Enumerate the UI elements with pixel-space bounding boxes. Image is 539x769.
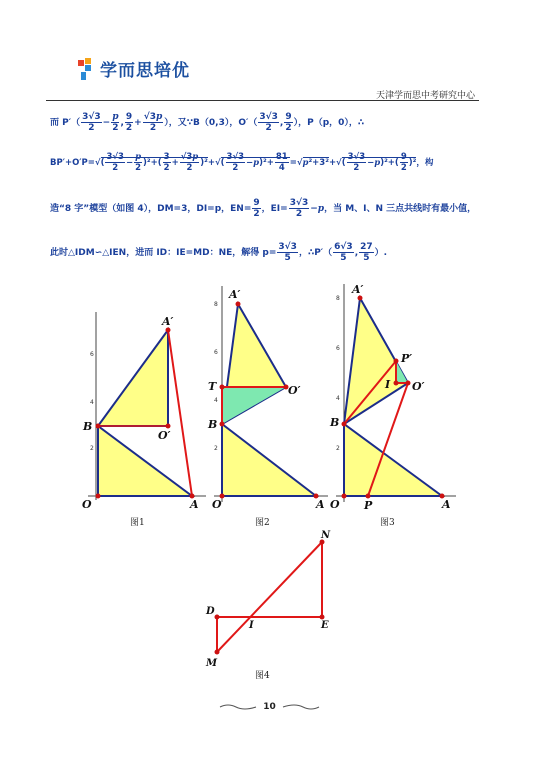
y-tick-label: 2	[214, 445, 218, 452]
point-t	[220, 385, 225, 390]
header-rule	[46, 100, 479, 101]
label-a-prime: A′	[229, 288, 241, 301]
label-o: O	[330, 498, 340, 511]
figure-2	[202, 284, 332, 516]
label-t: T	[208, 380, 217, 393]
label-o: O	[82, 498, 92, 511]
label-n: N	[321, 530, 331, 541]
logo	[78, 56, 190, 81]
triangle-lower	[344, 424, 442, 496]
label-a-prime: A′	[162, 315, 174, 328]
logo-mark-icon	[78, 58, 96, 80]
triangle-lower	[98, 426, 192, 496]
label-b: B	[208, 418, 218, 431]
label-a: A	[316, 498, 325, 511]
label-o-prime: O′	[158, 429, 171, 442]
caption-figure-2: 图2	[255, 518, 270, 528]
label-d: D	[206, 606, 215, 617]
point-o	[96, 494, 101, 499]
point-b	[220, 422, 225, 427]
logo-text: 学而思培优	[100, 61, 190, 81]
point-d	[215, 615, 220, 620]
segment-a-prime-a	[168, 330, 192, 496]
point-a-prime	[236, 302, 241, 307]
point-b	[96, 424, 101, 429]
point-a-prime	[358, 296, 363, 301]
point-i	[394, 381, 399, 386]
label-p-prime: P′	[401, 352, 413, 365]
triangle-upper	[98, 330, 168, 426]
label-p: P	[364, 499, 373, 512]
segment-m-n	[217, 542, 322, 652]
y-tick-label: 6	[214, 349, 218, 356]
label-o-prime: O′	[412, 380, 425, 393]
figure-3	[326, 282, 460, 516]
label-e: E	[321, 620, 329, 631]
page-number: 10	[263, 702, 276, 712]
figure-1	[78, 310, 208, 515]
label-o: O	[212, 498, 222, 511]
footer-ornament-right-icon	[281, 703, 321, 711]
solution-line-1: 而 P′（ $\frac{3√3}{2}$ − $\frac{p}{2}$ , $\frac{9}{2}$ + $\frac{√3p}{2}$ ），又∵B（0,3），O′（ $\frac{3√3}{2}$ , $\frac{9}{2}$ ），P（p，0），∴	[50, 112, 365, 133]
figure-4	[200, 528, 350, 678]
label-i: I	[249, 620, 254, 631]
header-org: 天津学而思中考研究中心	[375, 91, 475, 101]
solution-line-2: BP′+O′P=√( $\frac{3√3}{2}$ − $\frac{p}{2}$ )²+( $\frac{3}{2}$ + $\frac{√3p}{2}$ )²+√( $\frac{3√3}{2}$ −p)²+ $\frac{81}{4}$ =√p²+3²+√( $\frac{3√3}{2}$ −p)²+( $\frac{9}{2}$ )²，构	[50, 152, 434, 173]
label-b: B	[83, 420, 93, 433]
y-tick-label: 4	[90, 399, 94, 406]
solution-line-4: 此时△IDM∽△IEN，进而 ID：IE=MD：NE，解得 p= $\frac{3√3}{5}$ ，∴P′（ $\frac{6√3}{5}$ , $\frac{27}{5}$ ）.	[50, 242, 388, 263]
y-tick-label: 6	[90, 351, 94, 358]
point-a-prime	[166, 328, 171, 333]
point-o-prime	[406, 381, 411, 386]
solution-line-3: 造“8 字”模型（如图 4），DM=3，DI=p，EN= $\frac{9}{2}$ ，EI= $\frac{3√3}{2}$ −p，当 M、I、N 三点共线时有最小值，	[50, 198, 477, 219]
y-tick-label: 2	[336, 445, 340, 452]
point-o-prime	[166, 424, 171, 429]
point-p-prime	[394, 359, 399, 364]
y-tick-label: 8	[336, 295, 340, 302]
label-a: A	[442, 498, 451, 511]
point-e	[320, 615, 325, 620]
label-b: B	[330, 416, 340, 429]
point-p	[366, 494, 371, 499]
point-b	[342, 422, 347, 427]
y-tick-label: 8	[214, 301, 218, 308]
label-i: I	[385, 378, 391, 391]
point-m	[215, 650, 220, 655]
caption-figure-4: 图4	[255, 671, 270, 681]
label-a-prime: A′	[352, 283, 364, 296]
y-tick-label: 6	[336, 345, 340, 352]
y-tick-label: 2	[90, 445, 94, 452]
y-tick-label: 4	[336, 395, 340, 402]
caption-figure-1: 图1	[130, 518, 145, 528]
label-m: M	[206, 658, 218, 669]
triangle-lower	[222, 424, 316, 496]
y-tick-label: 4	[214, 397, 218, 404]
point-o	[342, 494, 347, 499]
label-a: A	[190, 498, 199, 511]
caption-figure-3: 图3	[380, 518, 395, 528]
label-o-prime: O′	[288, 384, 301, 397]
